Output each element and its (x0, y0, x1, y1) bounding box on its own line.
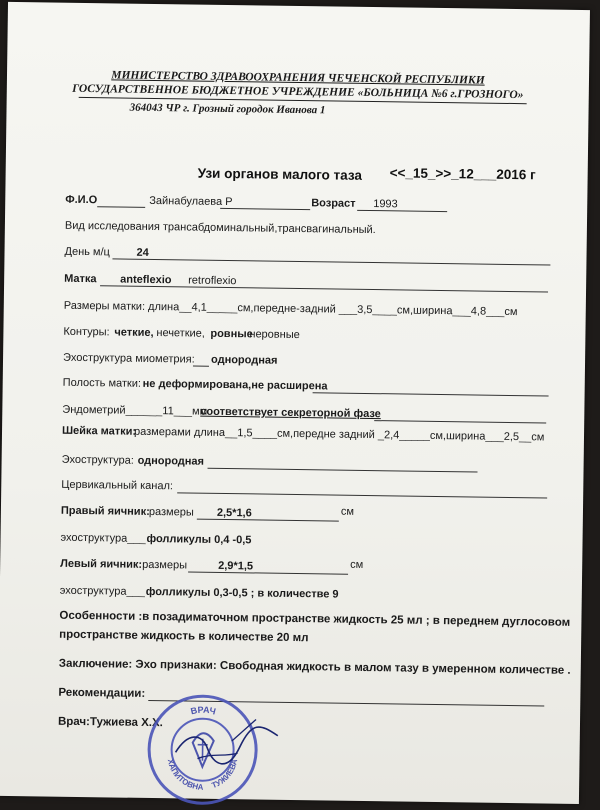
fio-underline-b (220, 208, 310, 210)
header-ministry: МИНИСТЕРСТВО ЗДРАВООХРАНЕНИЯ ЧЕЧЕНСКОЙ РЕСПУБЛИКИ (111, 69, 485, 87)
right-echo-label: эхоструктура___ (60, 531, 146, 545)
left-ovary-label: Левый яичник: (60, 557, 143, 571)
contours-clear: четкие, (114, 326, 154, 340)
contours-unclear: нечеткие, (156, 327, 205, 340)
uterus-sizes: Размеры матки: длина__4,1_____см,передне-задний ___3,5____см,ширина___4,8___см (63, 299, 518, 319)
left-ovary-sizes-label: размеры (142, 558, 188, 572)
right-ovary-unit: см (340, 505, 355, 518)
cavity-label: Полость матки: (62, 376, 142, 390)
cavity-underline (313, 392, 549, 396)
features-line2: пространстве жидкость в количестве 20 мл (59, 628, 309, 645)
uterus-underline (100, 285, 548, 292)
recommendations-label: Рекомендации: (58, 686, 146, 700)
cervix-label: Шейка матки: (61, 424, 137, 438)
cycle-label: День м/ц (64, 245, 110, 259)
contours-uneven: неровные (249, 328, 300, 342)
cavity-value: не деформирована,не расширена (142, 377, 328, 393)
left-echo-value: фолликулы 0,3-0,5 ; в количестве 9 (145, 585, 339, 601)
cervix-echo-label: Эхоструктура: (61, 453, 134, 467)
uterus-label: Матка (64, 272, 97, 286)
study-type: Вид исследования трансабдоминальный,трансвагинальный. (64, 219, 376, 237)
stamp-top-text: ВРАЧ (189, 704, 217, 717)
right-ovary-underline (197, 519, 339, 522)
fio-underline-a (97, 206, 145, 208)
cycle-value: 24 (136, 246, 149, 259)
handwritten-signature (167, 712, 288, 784)
uterus-retroflexio: retroflexio (188, 274, 237, 288)
exam-date: <<_15_>>_12___2016 г (389, 165, 536, 183)
header-address: 364043 ЧР г. Грозный городок Иванова 1 (129, 101, 326, 117)
contours-even: ровные (210, 327, 253, 341)
myometrium-underline (193, 366, 209, 367)
age-label: Возраст (311, 197, 356, 210)
age-underline (357, 210, 447, 212)
conclusion: Заключение: Эхо признаки: Свободная жидкость в малом тазу в умеренном количестве . (58, 657, 571, 677)
myometrium-value: однородная (210, 353, 278, 367)
left-ovary-underline (188, 572, 348, 575)
right-ovary-sizes-label: размеры (148, 505, 194, 519)
stamp-left-text: ХАПИТОВНА (165, 758, 204, 792)
right-echo-value: фолликулы 0,4 -0,5 (146, 532, 252, 547)
doctor-signature-label: Врач:Тужиева Х.Х. (57, 715, 163, 730)
right-ovary-value: 2,5*1,6 (216, 506, 252, 520)
endometrium-underline (374, 420, 546, 423)
myometrium-label: Эхоструктура миометрия: (62, 351, 195, 366)
right-ovary-label: Правый яичник: (60, 504, 150, 518)
document-sheet (0, 2, 590, 804)
cervix-echo-underline (208, 468, 478, 473)
left-ovary-value: 2,9*1,5 (218, 559, 254, 573)
features-line1: Особенности :в позадиматочном пространстве жидкость 25 мл ; в переднем дуглосовом (59, 609, 571, 629)
endometrium-phase: соответствует секреторной фазе (200, 405, 381, 421)
age-value: 1993 (373, 198, 398, 211)
cervix-echo-value: однородная (137, 454, 205, 468)
fio-value: Зайнабулаева Р (149, 194, 233, 209)
canal-underline (177, 492, 547, 498)
stamp-right-text: ТУЖИЕВА (210, 758, 240, 791)
cycle-underline (112, 258, 550, 265)
canal-label: Цервикальный канал: (61, 478, 174, 493)
header-institution: ГОСУДАРСТВЕННОЕ БЮДЖЕТНОЕ УЧРЕЖДЕНИЕ «БОЛЬНИЦА №6 г.ГРОЗНОГО» (72, 82, 524, 102)
left-echo-label: эхоструктура___ (59, 584, 145, 598)
cervix-sizes: размерами длина__1,5____см,передне задний _2,4_____см,ширина___2,5__см (133, 425, 545, 444)
page-title: Узи органов малого таза (197, 165, 363, 183)
uterus-anteflexio: anteflexio (120, 273, 172, 287)
contours-label: Контуры: (63, 325, 110, 339)
left-ovary-unit: см (350, 558, 364, 571)
endometrium: Эндометрий______11___мм (62, 403, 208, 418)
fio-label: Ф.И.О (65, 193, 98, 207)
